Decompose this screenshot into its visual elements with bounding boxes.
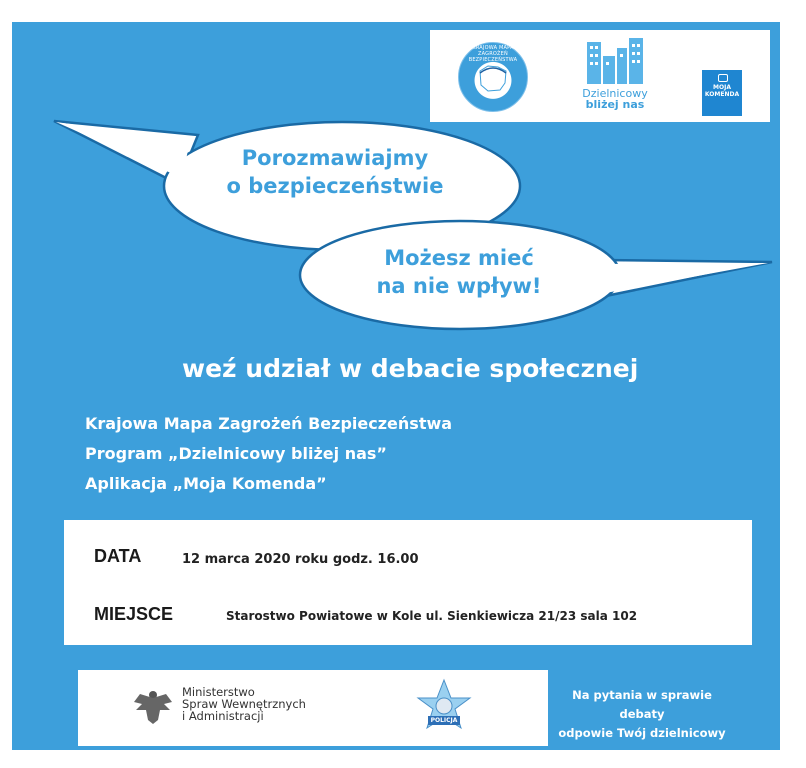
bubble-top-text — [190, 144, 480, 200]
ministry-name — [182, 686, 306, 722]
police-badge-label: POLICJA — [428, 716, 460, 725]
poster — [12, 22, 780, 750]
ministry-line2: Spraw Wewnętrznych — [182, 697, 306, 711]
place-value: Starostwo Powiatowe w Kole ul. Sienkiewicza 21/23 sala 102 — [226, 609, 638, 623]
contact-line1: Na pytania w sprawie debaty — [572, 688, 712, 721]
event-details-box — [64, 520, 752, 645]
bubble-bottom-line1: Możesz mieć — [384, 246, 534, 270]
bubble-bottom-line2: na nie wpływ! — [376, 274, 542, 298]
program-item: Krajowa Mapa Zagrożeń Bezpieczeństwa — [85, 414, 453, 433]
bubble-bottom-text — [324, 244, 594, 300]
police-star-icon — [414, 678, 474, 738]
ministry-police-box — [78, 670, 548, 746]
date-value: 12 marca 2020 roku godz. 16.00 — [182, 552, 419, 567]
moja-komenda-line1: MOJA — [713, 84, 731, 91]
threat-map-logo-text: KRAJOWA MAPA ZAGROŻEŃ BEZPIECZEŃSTWA — [468, 45, 518, 63]
ministry-line1: Ministerstwo — [182, 685, 255, 699]
ministry-line3: i Administracji — [182, 709, 264, 723]
headline: weź udział w debacie społecznej — [182, 354, 639, 383]
place-label: MIEJSCE — [94, 604, 174, 624]
contact-note — [552, 686, 732, 743]
blizej-nas-label: bliżej nas — [585, 98, 645, 111]
program-item: Program „Dzielnicowy bliżej nas” — [85, 444, 387, 463]
program-item: Aplikacja „Moja Komenda” — [85, 474, 327, 493]
bubble-top-line1: Porozmawiajmy — [241, 146, 429, 170]
polish-eagle-emblem-icon — [132, 686, 174, 726]
contact-line2: odpowie Twój dzielnicowy — [558, 726, 726, 740]
police-badge-icon — [414, 678, 474, 738]
moja-komenda-line2: KOMENDA — [704, 91, 740, 98]
date-label: DATA — [94, 546, 142, 566]
bubble-top-line2: o bezpieczeństwie — [226, 174, 444, 198]
dzielnicowy-label: Dzielnicowy — [582, 87, 648, 100]
